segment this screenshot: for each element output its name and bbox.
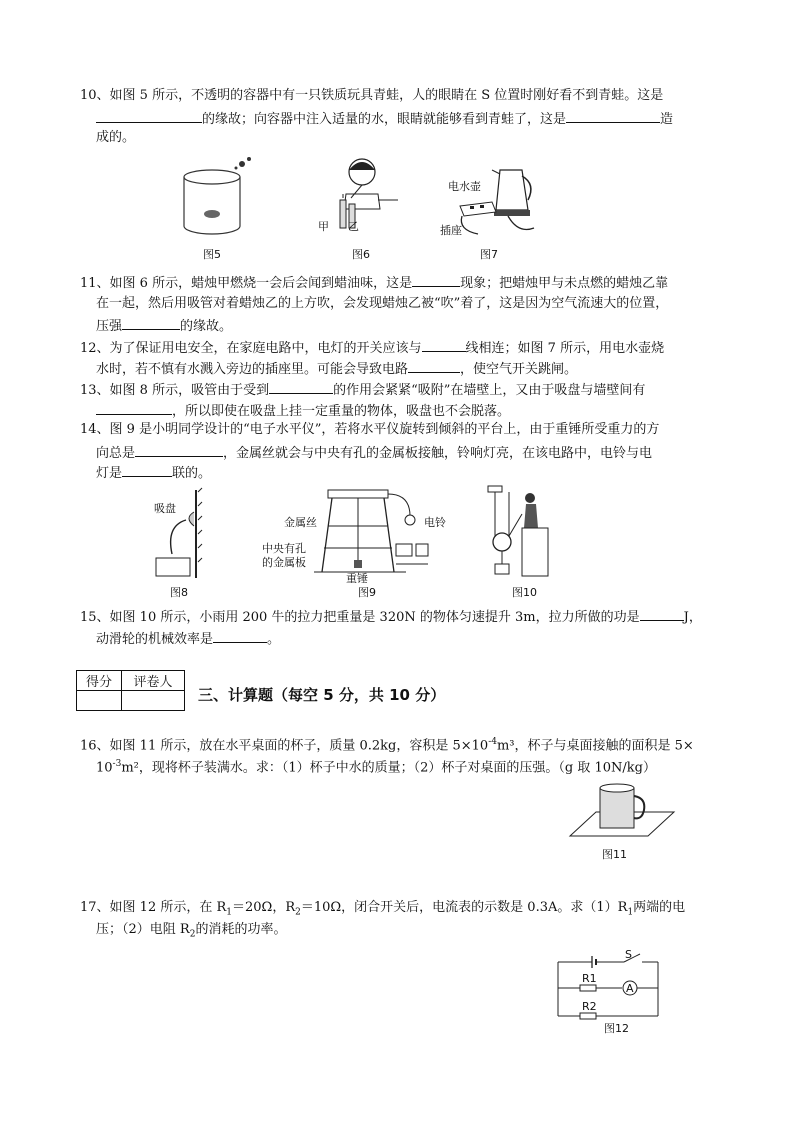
q11-text: 现象；把蜡烛甲与未点燃的蜡烛乙靠 [460, 276, 669, 291]
figure-9-label-bell: 电铃 [424, 516, 446, 529]
q17-text: 压；（2）电阻 R [96, 922, 190, 937]
subscript: 1 [627, 907, 634, 918]
figure-7-label-kettle: 电水壶 [448, 180, 481, 193]
figure-12-label-r2: R2 [582, 1000, 597, 1013]
figure-6-caption: 图6 [352, 248, 370, 261]
q12-line1 [80, 337, 664, 359]
q13-line1 [80, 379, 645, 401]
q16-text: 10 [96, 760, 113, 776]
q14-text: 联的。 [172, 466, 212, 481]
q13-text: ，所以即使在吸盘上挂一定重量的物体，吸盘也不会脱落。 [172, 404, 511, 419]
q11-line2: 在一起，然后用吸管对着蜡烛乙的上方吹，会发现蜡烛乙被“吹”着了，这是因为空气流速大的位置， [96, 296, 669, 311]
figure-9-caption: 图9 [358, 586, 376, 599]
answer-blank[interactable] [135, 442, 223, 457]
figure-6-label-jia: 甲 [318, 220, 329, 233]
exponent: -3 [112, 759, 122, 769]
q16-line1 [80, 732, 694, 756]
q13-line2 [96, 400, 510, 422]
q13-text: 13、如图 8 所示，吸管由于受到 [80, 383, 270, 398]
q14-line3 [96, 462, 211, 484]
answer-blank[interactable] [96, 108, 202, 123]
answer-blank[interactable] [408, 358, 460, 373]
q10-line3: 成的。 [96, 130, 136, 145]
answer-blank[interactable] [640, 606, 684, 621]
q14-text: 灯是 [96, 466, 123, 481]
figure-12-circuit [552, 950, 664, 1022]
q12-text: 水时，若不慎有水溅入旁边的插座里。可能会导致电路 [96, 362, 409, 377]
q12-text: ，使空气开关跳闸。 [460, 362, 578, 377]
q15-text: 动滑轮的机械效率是 [96, 632, 214, 647]
figure-9-label-plate1: 中央有孔 [262, 542, 306, 555]
q14-text: 向总是 [96, 446, 136, 461]
figure-9-level-circuit [300, 486, 440, 582]
q17-text: 17、如图 12 所示，在 R [80, 900, 227, 915]
q14-line1: 14、图 9 是小明同学设计的“电子水平仪”，若将水平仪旋转到倾斜的平台上，由于重锤所受重力的方 [80, 422, 660, 437]
figure-11-cup-on-table [566, 778, 676, 842]
q12-line2 [96, 358, 577, 380]
score-cell[interactable] [77, 691, 122, 711]
q10-line1: 10、如图 5 所示，不透明的容器中有一只铁质玩具青蛙，人的眼睛在 S 位置时刚好看不到青蛙。这是 [80, 88, 664, 103]
figure-6-label-yi: 乙 [348, 220, 359, 233]
exponent: -4 [488, 737, 497, 747]
figure-7-caption: 图7 [480, 248, 498, 261]
answer-blank[interactable] [566, 108, 660, 123]
q11-text: 11、如图 6 所示，蜡烛甲燃烧一会后会闻到蜡油味，这是 [80, 276, 413, 291]
q10-line2 [96, 108, 673, 130]
q16-line2 [96, 754, 656, 778]
q15-text: 15、如图 10 所示，小雨用 200 牛的拉力把重量是 320N 的物体匀速提升 3m，拉力所做的功是 [80, 610, 640, 625]
figure-5-frog-container [172, 154, 264, 246]
figure-9-label-hammer: 重锤 [346, 572, 368, 585]
q17-text: ＝20Ω，R [232, 900, 296, 915]
q16-text: m²，现将杯子装满水。求：（1）杯子中水的质量；（2）杯子对桌面的压强。（g 取 10N/kg） [121, 760, 656, 776]
q12-text: 12、为了保证用电安全，在家庭电路中，电灯的开关应该与 [80, 341, 422, 356]
subscript: 2 [295, 907, 301, 918]
q10-text: 造 [660, 112, 674, 127]
grader-header: 评卷人 [122, 671, 185, 691]
q13-text: 的作用会紧紧“吸附”在墙壁上，又由于吸盘与墙壁间有 [333, 383, 646, 398]
q17-text: 两端的电 [633, 900, 686, 915]
figure-11-caption: 图11 [602, 848, 627, 861]
score-table [76, 670, 185, 711]
subscript: 1 [226, 907, 233, 918]
q11-text: 压强 [96, 319, 123, 334]
q15-text: 。 [267, 632, 281, 647]
subscript: 2 [189, 929, 196, 940]
q14-line2 [96, 442, 652, 464]
q15-line1 [80, 606, 702, 628]
figure-12-caption: 图12 [604, 1022, 629, 1035]
score-header: 得分 [77, 671, 122, 691]
q15-line2 [96, 628, 280, 650]
answer-blank[interactable] [412, 272, 460, 287]
answer-blank[interactable] [269, 379, 333, 394]
q11-text: 的缘故。 [180, 319, 233, 334]
q16-text: m³，杯子与桌面接触的面积是 5× [496, 738, 694, 754]
figure-5-caption: 图5 [203, 248, 221, 261]
figure-7-label-socket: 插座 [440, 224, 462, 237]
q10-text: 的缘故；向容器中注入适量的水，眼睛就能够看到青蛙了，这是 [202, 112, 567, 127]
figure-8-caption: 图8 [170, 586, 188, 599]
answer-blank[interactable] [422, 337, 466, 352]
q15-text: J， [683, 610, 702, 625]
answer-blank[interactable] [96, 400, 172, 415]
figure-9-label-wire: 金属丝 [284, 516, 317, 529]
figure-10-caption: 图10 [512, 586, 537, 599]
q17-line2 [96, 920, 286, 945]
q17-line1 [80, 898, 685, 923]
grader-cell[interactable] [122, 691, 185, 711]
q17-text: 的消耗的功率。 [195, 922, 287, 937]
figure-12-label-r1: R1 [582, 972, 597, 985]
q11-line3 [96, 315, 232, 337]
answer-blank[interactable] [122, 462, 172, 477]
q12-text: 线相连；如图 7 所示，用电水壶烧 [465, 341, 665, 356]
section-3-title: 三、计算题（每空 5 分，共 10 分） [198, 686, 446, 704]
q11-line1 [80, 272, 668, 294]
figure-10-pulley-person [484, 484, 554, 582]
q14-text: ，金属丝就会与中央有孔的金属板接触，铃响灯亮，在该电路中，电铃与电 [223, 446, 653, 461]
figure-12-label-ammeter: A [626, 982, 634, 995]
figure-12-label-switch: S [625, 948, 632, 961]
figure-9-label-plate2: 的金属板 [262, 556, 306, 569]
q16-text: 16、如图 11 所示，放在水平桌面的杯子，质量 0.2kg，容积是 5×10 [80, 738, 489, 754]
figure-8-label-suction: 吸盘 [154, 502, 176, 515]
q17-text: ＝10Ω，闭合开关后，电流表的示数是 0.3A。求（1）R [300, 900, 628, 915]
answer-blank[interactable] [213, 628, 267, 643]
answer-blank[interactable] [122, 315, 180, 330]
